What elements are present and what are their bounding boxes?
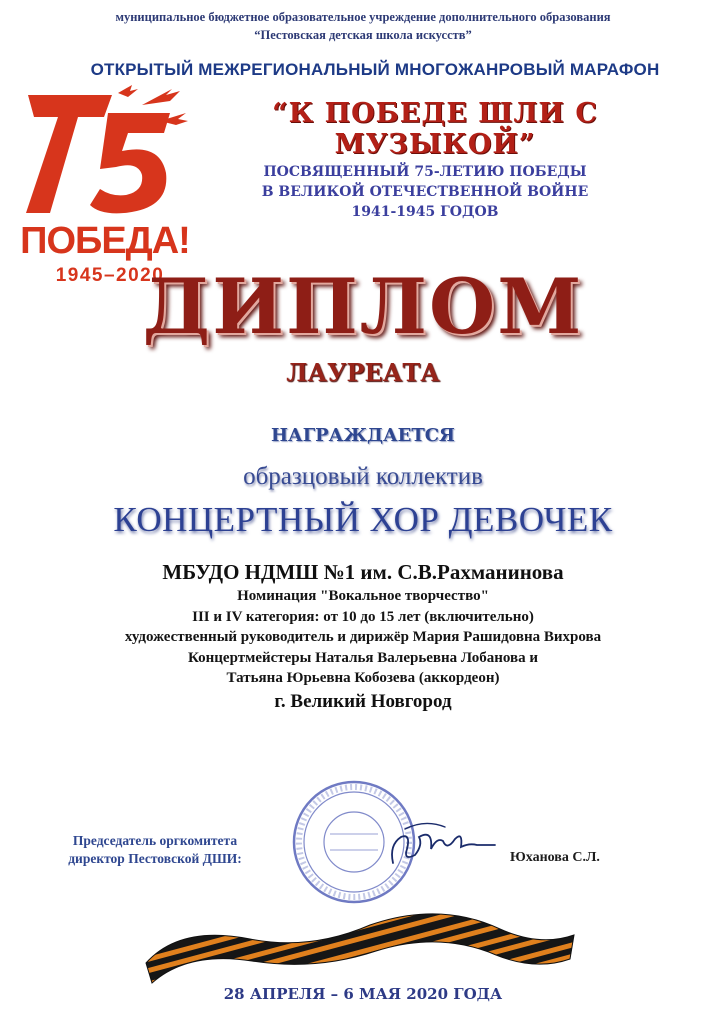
details-block [0, 586, 726, 689]
chair-line: Председатель оргкомитета [72, 833, 238, 848]
st-george-ribbon [140, 905, 580, 985]
collective-type: образцовый коллектив [243, 463, 483, 490]
dedication-line: 1941-1945 ГОДОВ [351, 204, 499, 220]
slogan: “К ПОБЕДЕ ШЛИ С МУЗЫКОЙ” [272, 98, 598, 160]
accompanists-cont: Татьяна Юрьевна Кобозева (аккордеон) [226, 670, 500, 686]
victory-75-logo [20, 85, 190, 220]
diploma-subtitle: ЛАУРЕАТА [286, 358, 440, 387]
director: художественный руководитель и дирижёр Мария Рашидовна Вихрова [124, 629, 602, 645]
event-dates: 28 АПРЕЛЯ – 6 МАЯ 2020 ГОДА [223, 985, 503, 1003]
signer-name: Юханова С.Л. [510, 850, 600, 865]
dedication-line: ПОСВЯЩЕННЫЙ 75-ЛЕТИЮ ПОБЕДЫ [263, 164, 587, 180]
chair-signature-label [40, 832, 270, 868]
city: г. Великий Новгород [274, 691, 452, 712]
nomination: Номинация "Вокальное творчество" [237, 588, 489, 604]
collective-name: КОНЦЕРТНЫЙ ХОР ДЕВОЧЕК [113, 500, 613, 539]
marathon-title: ОТКРЫТЫЙ МЕЖРЕГИОНАЛЬНЫЙ МНОГОЖАНРОВЫЙ МАРАФОН [90, 60, 660, 79]
logo-word: ПОБЕДА! [20, 220, 190, 262]
dedication [230, 162, 620, 222]
school-name: “Пестовская детская школа искусств” [254, 28, 472, 42]
signature [385, 815, 500, 875]
logo-years: 1945–2020 [55, 265, 165, 286]
dedication-line: В ВЕЛИКОЙ ОТЕЧЕСТВЕННОЙ ВОЙНЕ [261, 184, 589, 200]
awarded-label: НАГРАЖДАЕТСЯ [271, 425, 455, 446]
school-label: МБУДО НДМШ №1 им. С.В.Рахманинова [162, 560, 564, 584]
accompanists: Концертмейстеры Наталья Валерьевна Лобанова и [188, 649, 538, 666]
diploma-title: ДИПЛОМ [142, 262, 584, 351]
chair-line: директор Пестовской ДШИ: [68, 851, 242, 866]
organization-name: муниципальное бюджетное образовательное учреждение дополнительного образования [115, 10, 611, 24]
category: III и IV категория: от 10 до 15 лет (включительно) [192, 608, 534, 625]
